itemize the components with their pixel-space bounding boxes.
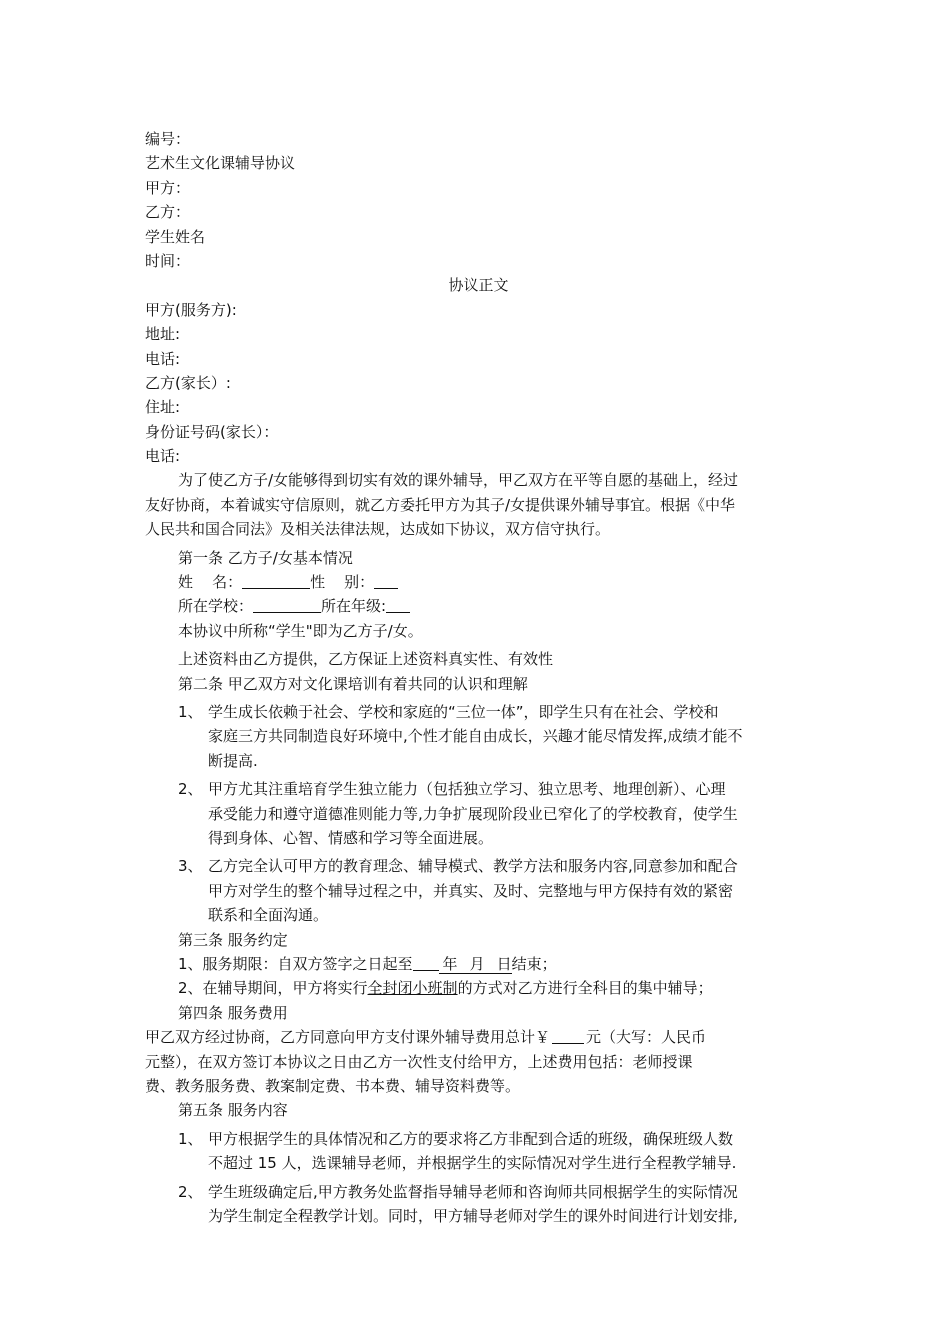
item-line: 不超过 15 人，选课辅导老师，并根据学生的实际情况对学生进行全程教学辅导. [208,1154,737,1173]
fee-paragraph [145,1025,812,1098]
gender-label: 性 别： [310,573,375,592]
item-number: 2、 [178,780,203,799]
article5-heading: 第五条 服务内容 [178,1101,288,1120]
fee-line: 元整），在双方签订本协议之日由乙方一次性支付给甲方，上述费用包括：老师授课 [145,1052,693,1071]
party-a-label: 甲方： [145,178,191,197]
time-label: 时间： [145,251,191,270]
grade-label: 所在年级: [321,597,387,616]
document-title: 艺术生文化课辅导协议 [145,154,296,173]
article2-heading: 第二条 甲乙双方对文化课培训有着共同的认识和理解 [178,674,528,693]
mode-underlined: 全封闭小班制 [367,979,458,998]
item-line: 甲方尤其注重培育学生独立能力（包括独立学习、独立思考、地理创新）、心理 [208,780,726,799]
number-label: 编号： [145,130,191,148]
item-line: 得到身体、心智、情感和学习等全面进展。 [208,829,494,848]
party-b-residence: 住址: [145,398,181,417]
item-line: 甲方根据学生的具体情况和乙方的要求将乙方非配到合适的班级，确保班级人数 [208,1129,734,1148]
party-b-label: 乙方： [145,203,191,222]
fee-line [145,1025,812,1049]
item-line: 乙方完全认可甲方的教育理念、辅导模式、教学方法和服务内容,同意参加和配合 [208,857,738,876]
item-number: 2、 [178,1182,203,1201]
mode-prefix: 2、在辅导期间，甲方将实行 [178,979,368,998]
body-title: 协议正文 [448,276,509,295]
party-a-address: 地址: [145,325,181,344]
list-item [145,700,812,773]
item-line: 甲方对学生的整个辅导过程之中，并真实、及时、完整地与甲方保持有效的紧密 [208,881,734,900]
item-line: 家庭三方共同制造良好环境中,个性才能自由成长，兴趣才能尽情发挥,成绩才能不 [208,727,743,746]
item-line: 承受能力和遵守道德准则能力等,力争扩展现阶段业已窄化了的学校教育，使学生 [208,804,738,823]
party-b-id-number: 身份证号码(家长）： [145,422,279,441]
term-prefix: 1、服务期限：自双方签字之日起至 [178,955,413,974]
gender-blank [374,572,398,589]
term-suffix: 结束； [511,955,557,974]
item-number: 1、 [178,703,203,722]
party-b-info-label: 乙方(家长）: [145,373,231,392]
year-blank [413,954,439,971]
student-definition: 本协议中所称“学生"即为乙方子/女。 [178,621,423,640]
name-blank [242,572,310,589]
intro-line: 友好协商，本着诚实守信原则，就乙方委托甲方为其子/女提供课外辅导事宜。根据《中华 [145,495,736,514]
list-item [145,1127,812,1176]
service-term-row [145,952,812,976]
party-b-phone: 电话: [145,447,181,466]
intro-paragraph [145,468,812,541]
day-label: 日 [493,955,512,974]
item-line: 学生成长依赖于社会、学校和家庭的“三位一体”，即学生只有在社会、学校和 [208,703,719,722]
intro-line: 为了使乙方子/女能够得到切实有效的课外辅导，甲乙双方在平等自愿的基础上，经过 [178,471,739,490]
party-a-phone: 电话: [145,349,181,368]
name-gender-row [145,570,812,594]
school-grade-row [145,594,812,618]
article1-heading: 第一条 乙方子/女基本情况 [178,548,353,567]
fee-suffix: 元（大写：人民币 [586,1028,707,1047]
list-item [145,854,812,927]
school-blank [253,596,321,613]
service-mode-row [145,976,812,1000]
article3-heading: 第三条 服务约定 [178,930,288,949]
data-guarantee: 上述资料由乙方提供，乙方保证上述资料真实性、有效性 [178,650,554,669]
grade-blank [386,596,410,613]
student-name-label: 学生姓名 [145,227,206,246]
item-line: 学生班级确定后,甲方教务处监督指导辅导老师和咨询师共同根据学生的实际情况 [208,1182,738,1201]
list-item [145,777,812,850]
fee-amount-blank [552,1027,584,1044]
fee-prefix: 甲乙双方经过协商，乙方同意向甲方支付课外辅导费用总计￥ [145,1028,551,1047]
item-number: 1、 [178,1129,203,1148]
party-a-info-label: 甲方(服务方): [145,300,237,319]
intro-line: 人民共和国合同法》及相关法律法规，达成如下协议，双方信守执行。 [145,520,611,539]
mode-suffix: 的方式对乙方进行全科目的集中辅导； [457,979,713,998]
item-line: 断提高. [208,751,258,770]
school-label: 所在学校： [178,597,254,616]
item-line: 联系和全面沟通。 [208,906,329,925]
list-item [145,1180,812,1229]
name-label: 姓 名： [178,573,243,592]
year-label: 年 [439,955,466,974]
fee-line: 费、教务服务费、教案制定费、书本费、辅导资料费等。 [145,1077,521,1096]
item-number: 3、 [178,857,203,876]
document-page [145,127,812,1228]
item-line: 为学生制定全程教学计划。同时，甲方辅导老师对学生的课外时间进行计划安排, [208,1207,738,1226]
article4-heading: 第四条 服务费用 [178,1003,288,1022]
month-label: 月 [466,955,493,974]
